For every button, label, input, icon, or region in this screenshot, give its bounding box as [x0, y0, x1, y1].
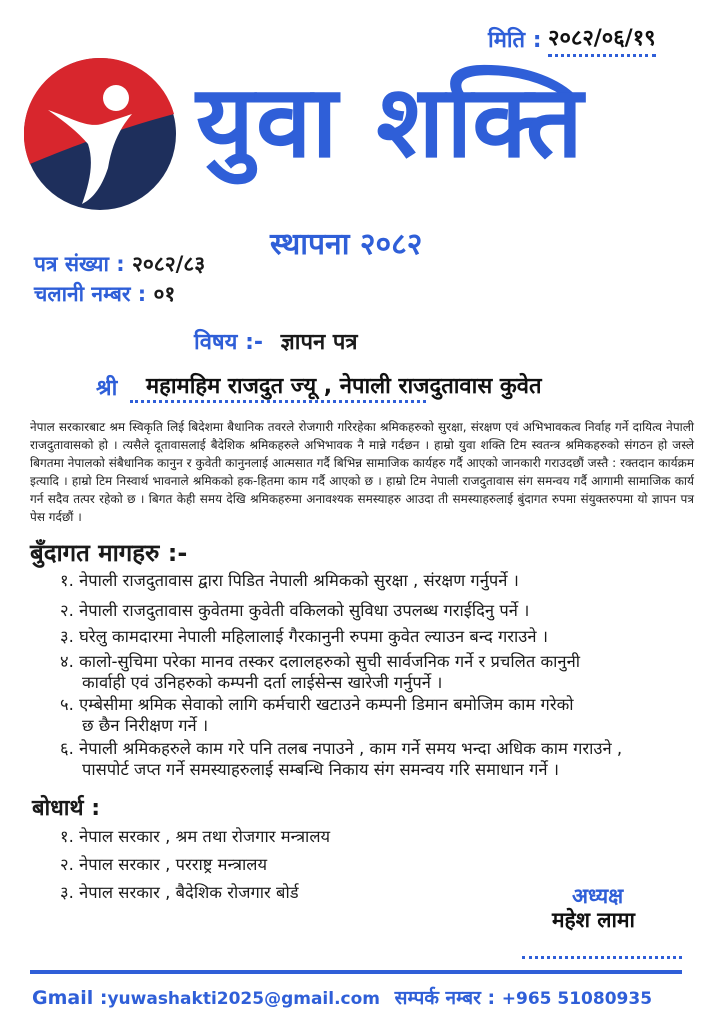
dispatch-number-label: चलानी नम्बर : [34, 282, 147, 306]
demand-text-continued: छ छैन निरीक्षण गर्ने । [82, 716, 209, 735]
date-label: मिति : [488, 28, 542, 53]
signatory-title: अध्यक्ष [572, 884, 624, 908]
signature-line [522, 956, 682, 959]
demand-number: ३. [60, 627, 74, 646]
demand-number: ६. [60, 739, 74, 758]
cc-item: १. नेपाल सरकार , श्रम तथा रोजगार मन्त्रालय [60, 827, 331, 846]
dispatch-number-value: ०१ [153, 282, 176, 306]
signatory-name: महेश लामा [552, 908, 635, 932]
demand-text-continued: पासपोर्ट जप्त गर्ने समस्याहरुलाई सम्बन्धि निकाय संग समन्वय गरि समाधान गर्ने । [82, 760, 560, 779]
demand-number: ५. [60, 695, 74, 714]
gmail-label: Gmail : [32, 987, 108, 1009]
subject-line [194, 326, 357, 356]
gmail-address[interactable]: yuwashakti2025@gmail.com [107, 989, 381, 1009]
footer-contact [32, 984, 652, 1010]
demand-item [60, 626, 710, 647]
demand-text: एम्बेसीमा श्रमिक सेवाको लागि कर्मचारी खटाउने कम्पनी डिमान बमोजिम काम गरेको [79, 695, 574, 714]
demand-text: नेपाली राजदुतावास कुवेतमा कुवेती वकिलको सुविधा उपलब्ध गराईदिनु पर्ने । [79, 601, 530, 620]
cc-heading: बोधार्थ : [32, 796, 101, 821]
demand-text-continued: कार्वाही एवं उनिहरुको कम्पनी दर्ता लाईसेन्स खारेजी गर्नुपर्ने । [82, 673, 443, 692]
demand-number: १. [60, 571, 74, 590]
subject-label: विषय :- [194, 330, 263, 355]
demand-text: नेपाली राजदुतावास द्वारा पिडित नेपाली श्रमिकको सुरक्षा , संरक्षण गर्नुपर्ने । [79, 571, 519, 590]
footer-divider [30, 970, 682, 974]
cc-item: ३. नेपाल सरकार , बैदेशिक रोजगार बोर्ड [60, 883, 299, 902]
established-year: स्थापना २०८२ [270, 227, 423, 262]
date-value: २०८२/०६/१९ [548, 22, 656, 57]
cc-item: २. नेपाल सरकार , परराष्ट्र मन्त्रालय [60, 855, 268, 874]
subject-value: ज्ञापन पत्र [280, 330, 358, 355]
dispatch-number [34, 280, 175, 308]
demand-number: २. [60, 601, 74, 620]
demand-text: नेपाली श्रमिकहरुले काम गरे पनि तलब नपाउने , काम गर्ने समय भन्दा अधिक काम गराउने , [79, 739, 623, 758]
contact-number[interactable]: +965 51080935 [501, 989, 653, 1009]
contact-label: सम्पर्क नम्बर : [394, 987, 496, 1009]
letter-number-label: पत्र संख्या : [34, 252, 125, 276]
organization-logo [24, 58, 176, 210]
body-paragraph: नेपाल सरकारबाट श्रम स्विकृति लिई बिदेशमा बैधानिक तवरले रोजगारी गरिरहेका श्रमिकहरुको सुरक्षा, संरक्षण एवं अभिभावकत्व निर्वाह गर्ने दायित्व नेपाली राजदुतावासको हो । त्यसैले दूतावासलाई बैदेशिक श्रमिकहरुले अभिभावक नै मान्ने गर्दछन । हाम्रो युवा शक्ति टिम स्वतन्त्र श्रमिकहरुको संगठन हो जस्ले बिगतमा नेपालको संबैधानिक कानुन र कुवेती कानुनलाई आत्मसात गर्दै बिभिन्न सामाजिक कार्यहरु गर्दै आएको जानकारी गराउदछौं जस्तै : रक्तदान कार्यक्रम इत्यादि । हाम्रो टिम निस्वार्थ भावनाले श्रमिकको हक-हितमा काम गर्दै आएको छ । हाम्रो टिम नेपाली राजदुतावास संग समन्वय गर्दै आगामी सामाजिक कार्य गर्न सदैव तत्पर रहेको छ । बिगत केही समय देखि श्रमिकहरुमा अनावश्यक समस्याहरु आउदा ती समस्याहरुलाई बुंदागत रुपमा संयुक्तरुपमा यो ज्ञापन पत्र पेस गर्दछौं । [30, 420, 694, 524]
demand-item [60, 694, 710, 736]
demand-item [60, 738, 710, 780]
recipient-name: महामहिम राजदुत ज्यू , नेपाली राजदुतावास कुवेत [146, 374, 542, 399]
recipient-prefix: श्री [96, 376, 118, 401]
recipient-underline [130, 400, 426, 403]
demands-heading: बुँदागत मागहरु :- [30, 539, 188, 567]
organization-name: युवा शक्ति [196, 63, 585, 180]
demand-text: घरेलु कामदारमा नेपाली महिलालाई गैरकानुनी रुपमा कुवेत ल्याउन बन्द गराउने । [79, 627, 548, 646]
demand-text: कालो-सुचिमा परेका मानव तस्कर दलालहरुको सुची सार्वजनिक गर्ने र प्रचलित कानुनी [79, 652, 581, 671]
demand-number: ४. [60, 652, 74, 671]
demand-item [60, 600, 710, 621]
demand-item [60, 570, 710, 591]
demand-item [60, 651, 710, 693]
letter-number [34, 250, 205, 278]
letter-number-value: २०८२/८३ [131, 252, 206, 276]
